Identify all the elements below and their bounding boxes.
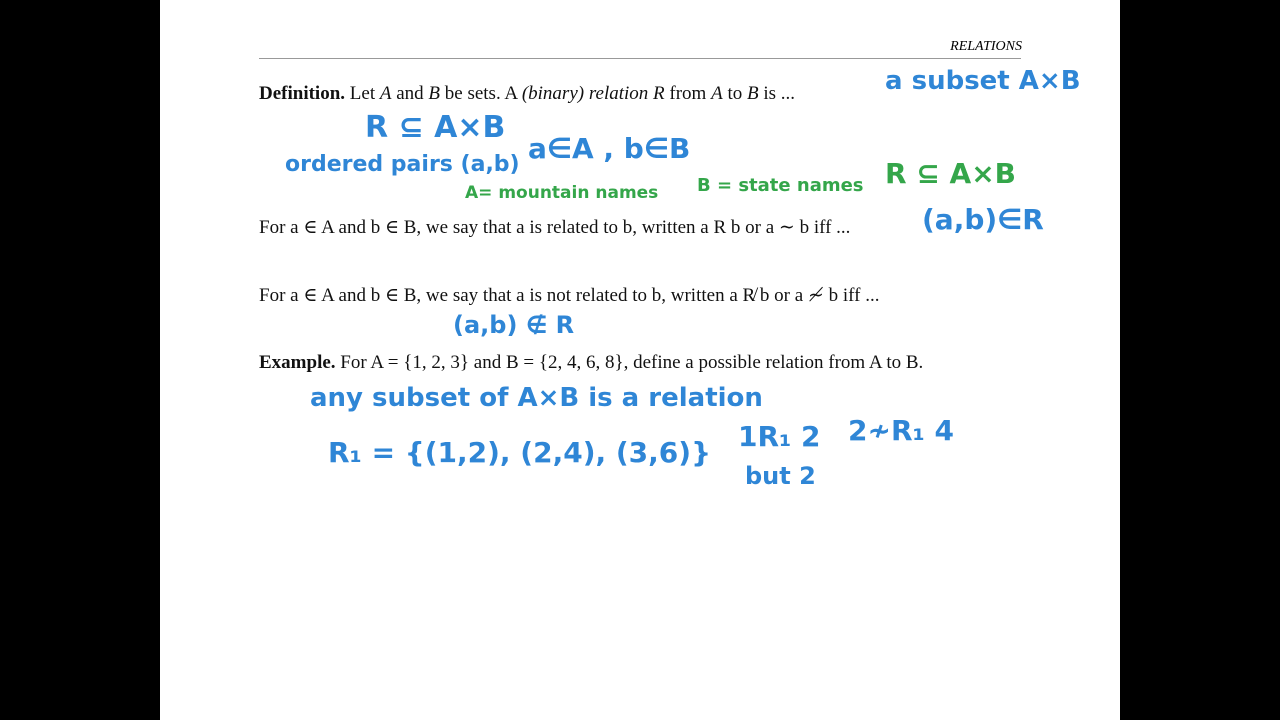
running-head: RELATIONS: [950, 39, 1022, 54]
hw-r-subset-2: R ⊆ A×B: [885, 157, 1016, 190]
definition-term: Definition.: [259, 83, 346, 104]
def-text-f: is ...: [758, 83, 796, 104]
def-text-a: Let: [349, 83, 380, 104]
related-line: For a ∈ A and b ∈ B, we say that a is related to b, written a R b or a ∼ b iff ...: [259, 217, 851, 238]
hw-2-not-4: 2≁R₁ 4: [848, 414, 954, 447]
hw-subset: a subset A×B: [885, 66, 1081, 96]
hw-any-subset: any subset of A×B is a relation: [310, 383, 763, 413]
def-set-b: B: [428, 83, 441, 104]
def-text-e: to: [722, 83, 747, 104]
hw-A-mountain-names: A= mountain names: [465, 183, 659, 203]
hw-ab-not-in-R: (a,b) ∉ R: [453, 311, 575, 339]
hw-B-state-names: B = state names: [697, 175, 864, 196]
hw-ab-in-R: (a,b)∈R: [922, 203, 1044, 236]
def-set-b2: B: [746, 83, 759, 104]
def-set-a2: A: [711, 83, 723, 104]
definition-line: [259, 83, 795, 105]
hw-R1-definition: R₁ = {(1,2), (2,4), (3,6)}: [328, 436, 712, 469]
hw-r-subset-1: R ⊆ A×B: [365, 110, 506, 145]
hw-but-2: but 2: [745, 462, 816, 490]
def-set-a: A: [379, 83, 392, 104]
def-text-d: from: [664, 83, 712, 104]
hw-ordered-pairs: ordered pairs (a,b): [285, 152, 520, 177]
def-text-b: and: [391, 83, 429, 104]
example-line: [259, 352, 923, 374]
def-text-c: be sets. A: [440, 83, 522, 104]
header-rule: [259, 58, 1021, 59]
hw-1R2: 1R₁ 2: [738, 420, 821, 453]
not-related-line: For a ∈ A and b ∈ B, we say that a is not related to b, written a R̸ b or a ≁ b iff ...: [259, 285, 880, 306]
hw-a-in-A: a∈A , b∈B: [528, 132, 691, 165]
document-page: [160, 0, 1120, 720]
example-text: For A = {1, 2, 3} and B = {2, 4, 6, 8}, define a possible relation from A to B.: [335, 352, 924, 373]
example-term: Example.: [259, 352, 336, 373]
def-binary-relation: (binary) relation R: [521, 83, 665, 104]
